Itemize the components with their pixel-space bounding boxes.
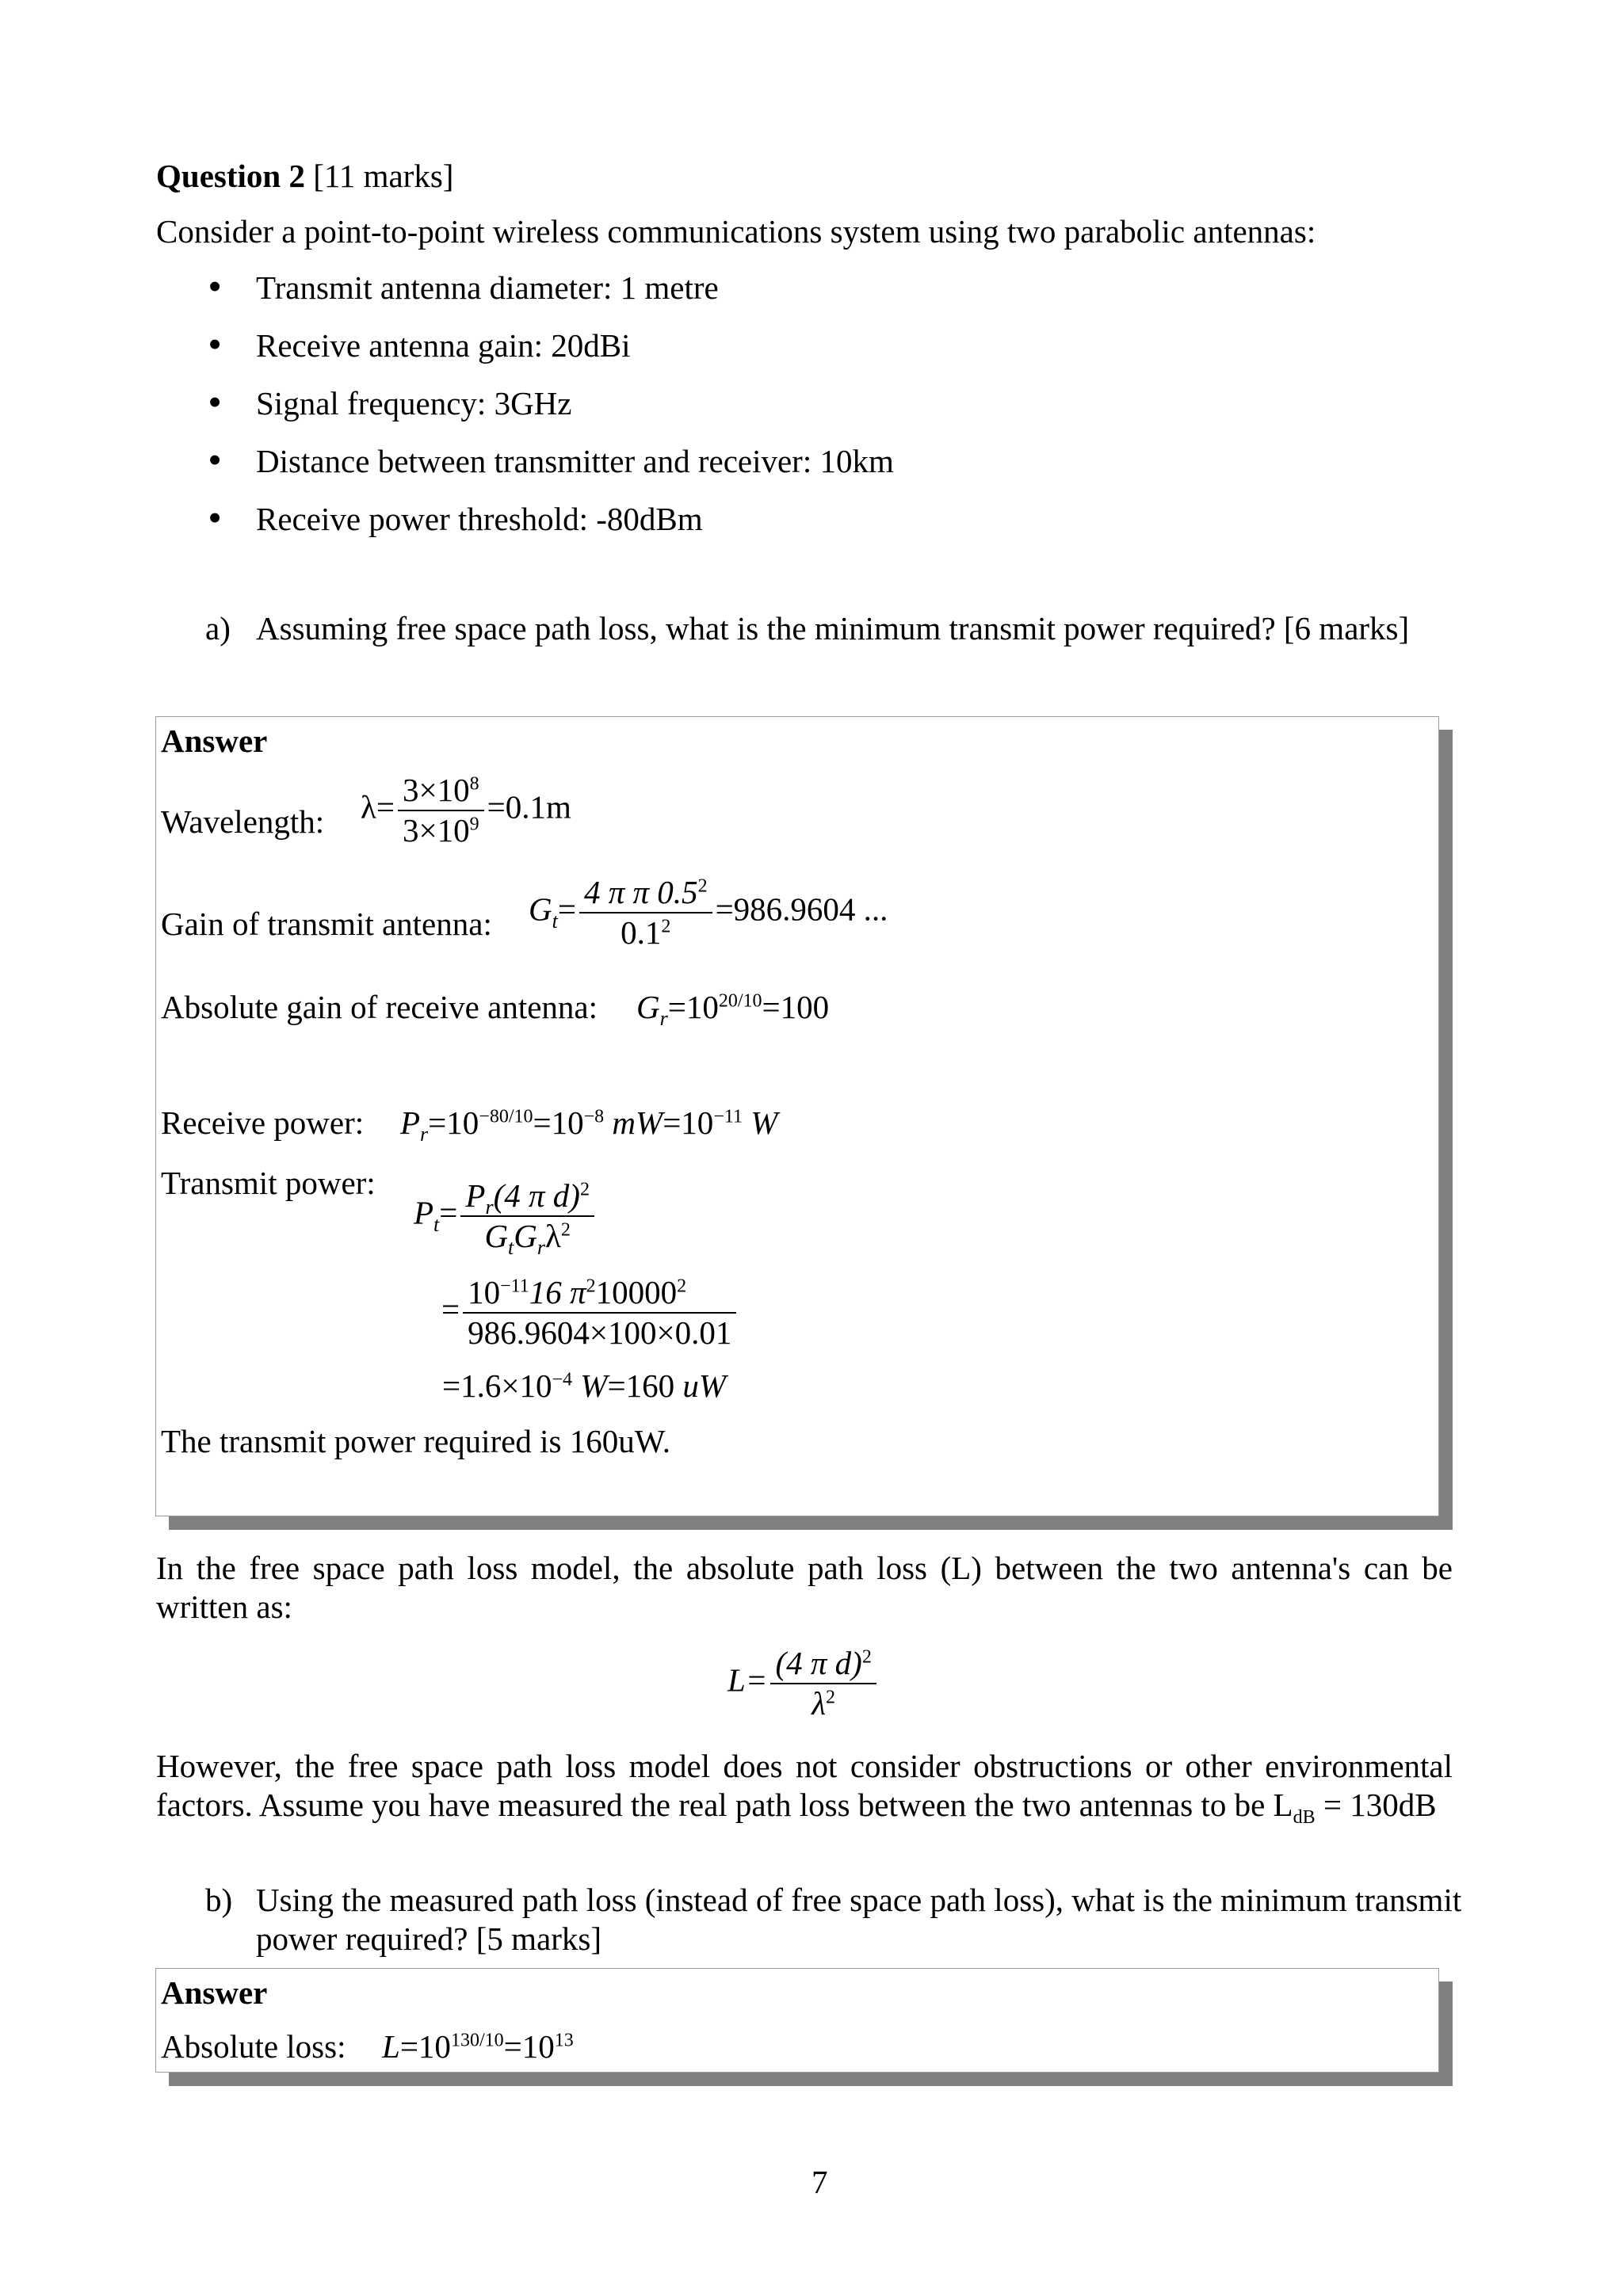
fspl-paragraph: In the free space path loss model, the absolute path loss (L) between the two antenna's can be written as: [156,1550,1453,1626]
answer-box-b [155,1968,1439,2073]
fspl-formula: L= $\frac{(4 \pi d)^2}{\lambda^2}$ [727,1644,880,1723]
pr-formula: $P_r=10^{-80/10}=10^{-8}$ $mW=10^{-11}$ W [400,1104,778,1146]
answer-heading: Answer [161,1974,268,2011]
however-paragraph: However, the free space path loss model does not consider obstructions or other environmental factors. Assume you have measured the real path loss between the two antennas to be $L_{dB} = 130dB$ [156,1748,1453,1829]
list-item: • Signal frequency: 3GHz [205,384,572,422]
list-item: • Receive antenna gain: 20dBi [205,326,631,364]
pt-label: Transmit power: [161,1165,376,1201]
wavelength-formula: λ= $\frac{3\times 10^8}{3\times 10^9}$ =0.1m [361,771,571,850]
loss-formula: $L=10^{130/10}=10^{13}$ [382,2028,574,2065]
bullet-icon: • [205,384,225,422]
pr-label: Receive power: [161,1104,365,1141]
gr-formula: $G_r=10^{20/10}=100$ [636,989,830,1031]
part-b-label: b) [205,1882,233,1918]
pt-step2: = $\frac{10^{-11}16 \pi^210000^2}{986.9604\times 100\times 0.01}$ [441,1273,739,1352]
part-a-question: Assuming free space path loss, what is the minimum transmit power required? [6 marks] [256,610,1410,646]
answer-heading: Answer [161,723,268,759]
bullet-icon: • [205,500,225,538]
gt-formula: $G_t=$ $\frac{4 \pi \pi 0.5^2}{0.1^2}$ =986.9604 ... [529,873,888,952]
answer-conclusion: The transmit power required is 160uW. [161,1423,670,1459]
bullet-icon: • [205,442,225,480]
gr-label: Absolute gain of receive antenna: [161,989,598,1025]
question-intro: Consider a point-to-point wireless communications system using two parabolic antennas: [156,213,1316,250]
bullet-icon: • [205,269,225,307]
list-item: • Distance between transmitter and receiver: 10km [205,442,894,480]
answer-box-a [155,716,1439,1516]
gt-label: Gain of transmit antenna: [161,906,492,942]
question-title: Question 2 [11 marks] [156,158,454,194]
wavelength-label: Wavelength: [161,803,325,840]
list-item: • Receive power threshold: -80dBm [205,500,703,538]
part-a-label: a) [205,610,231,646]
loss-label: Absolute loss: [161,2028,346,2065]
page-number: 7 [812,2164,828,2200]
bullet-icon: • [205,326,225,364]
part-b-question: Using the measured path loss (instead of free space path loss), what is the minimum transmit power required? [5 marks] [256,1882,1462,1958]
pt-step3: $=1.6\times 10^{-4}$ W=160 uW [442,1367,726,1404]
question-marks: [11 marks] [313,158,454,194]
pt-formula: $P_t=$ $\frac{P_r(4 \pi d)^2}{G_tG_r\lambda^2}$ [414,1177,598,1256]
list-item: • Transmit antenna diameter: 1 metre [205,269,719,307]
